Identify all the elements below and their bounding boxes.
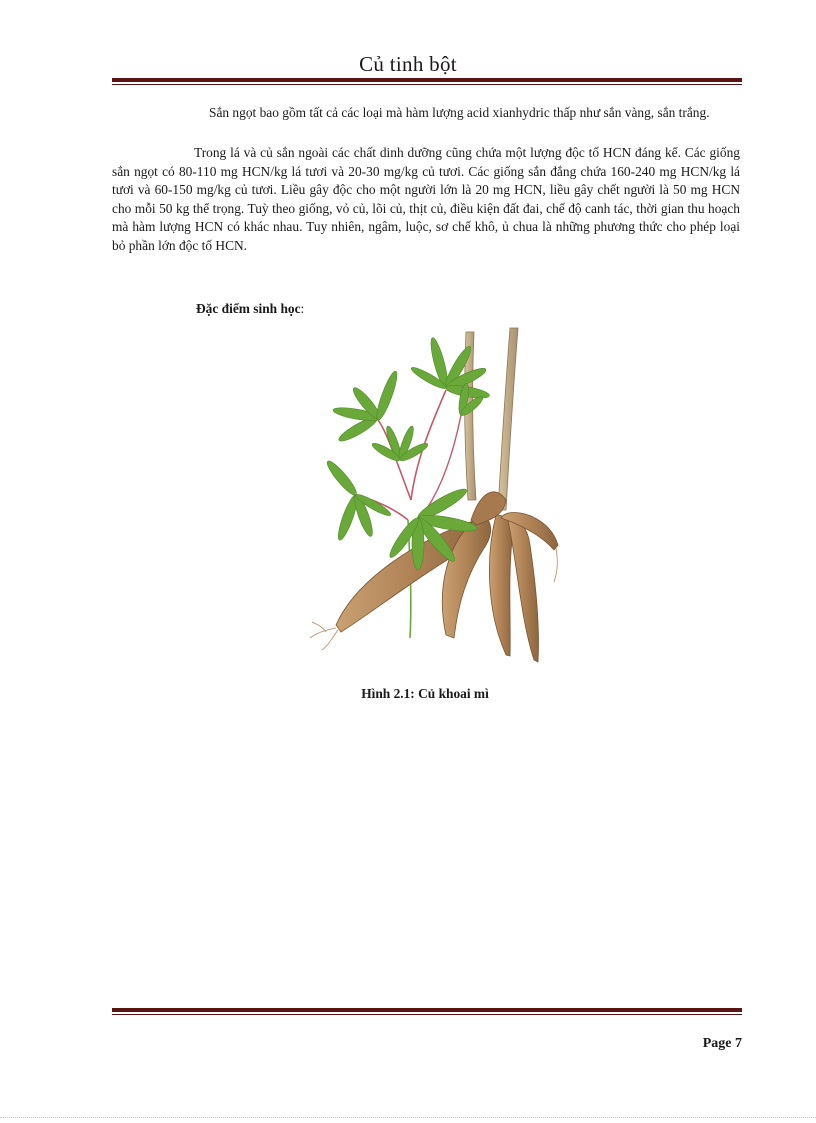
page-header-title: Củ tinh bột <box>359 52 457 76</box>
subheading-colon: : <box>300 301 305 316</box>
section-subheading <box>196 301 304 317</box>
paragraph-sweet-cassava: Sắn ngọt bao gồm tất cả các loại mà hàm lượng acid xianhydric thấp như sắn vàng, sắn trắng. <box>209 105 710 120</box>
header-rule <box>112 78 742 85</box>
page-number: Page 7 <box>702 1036 742 1051</box>
subheading-text: Đặc điểm sinh học <box>196 301 301 316</box>
cassava-plant-illustration <box>296 320 576 670</box>
footer-rule <box>112 1008 742 1015</box>
paragraph-hcn-toxin: Trong lá và củ sắn ngoài các chất dinh dưỡng cũng chứa một lượng độc tố HCN đáng kể. Các giống sắn ngọt có 80-110 mg HCN/kg lá tươi và 20-30 mg/kg củ tươi. Các giống sắn đắng chứa 160-240 mg HCN/kg lá tươi và 60-150 mg/kg củ tươi. Liều gây độc cho một người lớn là 20 mg HCN, liều gây chết người là 50 mg HCN cho mỗi 50 kg thể trọng. Tuỳ theo giống, vỏ củ, lõi củ, thịt củ, điều kiện đất đai, chế độ canh tác, thời gian thu hoạch mà hàm lượng HCN có khác nhau. Tuy nhiên, ngâm, luộc, sơ chế khô, ủ chua là những phương thức cho phép loại bỏ phần lớn độc tố HCN. <box>112 145 740 253</box>
figure-caption: Hình 2.1: Củ khoai mì <box>361 686 489 701</box>
page-bottom-dotted-border <box>0 1117 816 1118</box>
